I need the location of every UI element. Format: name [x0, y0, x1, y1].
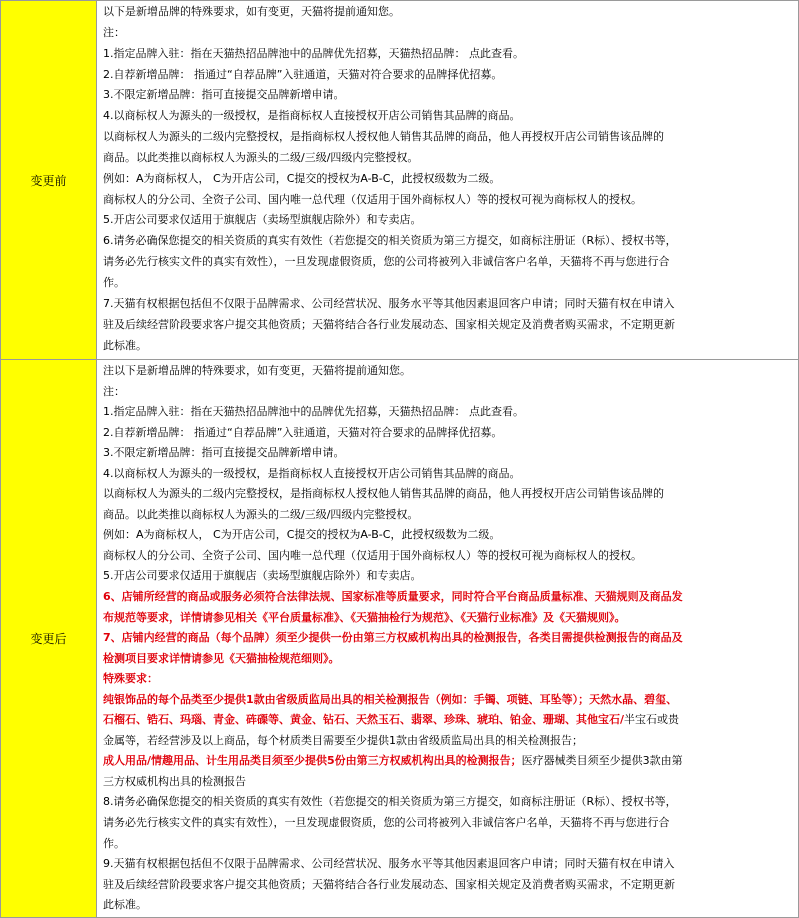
text-line: 布规范等要求，详情请参见相关《平台质量标准》、《天猫抽检行为规范》、《天猫行业标准》及《天猫规则》。	[103, 610, 626, 624]
text-line: 7.天猫有权根据包括但不仅限于品牌需求、公司经营状况、服务水平等其他因素退回客户申请；同时天猫有权在申请入	[103, 296, 675, 310]
after-change-row	[1, 360, 799, 918]
text-line: 3.不限定新增品牌：指可直接提交品牌新增申请。	[103, 446, 345, 460]
text-line: 商品。以此类推以商标权人为源头的二级/三级/四级内完整授权。	[103, 150, 419, 164]
text-line: 金属等，若经营涉及以上商品，每个材质类目需要至少提供1款由省级质监局出具的相关检测报告；	[103, 733, 583, 747]
text-line: 作。	[103, 836, 125, 850]
before-change-content	[97, 1, 799, 360]
text-line: 4.以商标权人为源头的一级授权，是指商标权人直接授权开店公司销售其品牌的商品。	[103, 109, 521, 123]
text-line: 商标权人的分公司、全资子公司、国内唯一总代理（仅适用于国外商标权人）等的授权可视为商标权人的授权。	[103, 192, 642, 206]
text-line: 特殊要求：	[103, 672, 158, 686]
text-line: 2.自荐新增品牌： 指通过“自荐品牌”入驻通道，天猫对符合要求的品牌择优招募。	[103, 425, 503, 439]
text-line: 请务必先行核实文件的真实有效性），一旦发现虚假资质，您的公司将被列入非诚信客户名单，天猫将不再与您进行合	[103, 816, 670, 830]
text-line: 6、店铺所经营的商品或服务必须符合法律法规、国家标准等质量要求，同时符合平台商品质量标准、天猫规则及商品发	[103, 590, 683, 604]
after-change-content	[97, 360, 799, 918]
text-line: 7、店铺内经营的商品（每个品牌）须至少提供一份由第三方权威机构出具的检测报告，各类目需提供检测报告的商品及	[103, 631, 683, 645]
text-line: 驻及后续经营阶段要求客户提交其他资质；天猫将结合各行业发展动态、国家相关规定及消费者购买需求，不定期更新	[103, 317, 675, 331]
text-line: 8.请务必确保您提交的相关资质的真实有效性（若您提交的相关资质为第三方提交，如商标注册证（R标）、授权书等，	[103, 795, 677, 809]
text-line: 注：	[103, 25, 125, 39]
text-line: 1.指定品牌入驻：指在天猫热招品牌池中的品牌优先招募，天猫热招品牌： 点此查看。	[103, 46, 524, 60]
text-line: 此标准。	[103, 898, 147, 912]
text-line: 4.以商标权人为源头的一级授权，是指商标权人直接授权开店公司销售其品牌的商品。	[103, 466, 521, 480]
text-line: 5.开店公司要求仅适用于旗舰店（卖场型旗舰店除外）和专卖店。	[103, 569, 422, 583]
text-line: 例如：A为商标权人， C为开店公司，C提交的授权为A-B-C，此授权级数为二级。	[103, 171, 501, 185]
text-line: 注：	[103, 384, 125, 398]
text-line: 检测项目要求详情请参见《天猫抽检规范细则》。	[103, 651, 340, 665]
text-line: 9.天猫有权根据包括但不仅限于品牌需求、公司经营状况、服务水平等其他因素退回客户申请；同时天猫有权在申请入	[103, 857, 675, 871]
text-line: 6.请务必确保您提交的相关资质的真实有效性（若您提交的相关资质为第三方提交，如商标注册证（R标）、授权书等，	[103, 234, 677, 248]
text-line: 注以下是新增品牌的特殊要求，如有变更，天猫将提前通知您。	[103, 364, 411, 377]
before-change-label: 变更前	[1, 1, 97, 360]
text-line: 1.指定品牌入驻：指在天猫热招品牌池中的品牌优先招募，天猫热招品牌： 点此查看。	[103, 405, 524, 419]
text-line: 以下是新增品牌的特殊要求，如有变更，天猫将提前通知您。	[103, 5, 400, 18]
before-change-row	[1, 1, 799, 360]
text-line: 纯银饰品的每个品类至少提供1款由省级质监局出具的相关检测报告（例如：手镯、项链、耳坠等）；天然水晶、碧玺、	[103, 692, 678, 706]
text-line: 请务必先行核实文件的真实有效性），一旦发现虚假资质，您的公司将被列入非诚信客户名单，天猫将不再与您进行合	[103, 255, 670, 269]
text-line: 驻及后续经营阶段要求客户提交其他资质；天猫将结合各行业发展动态、国家相关规定及消费者购买需求，不定期更新	[103, 877, 675, 891]
text-line: 商标权人的分公司、全资子公司、国内唯一总代理（仅适用于国外商标权人）等的授权可视为商标权人的授权。	[103, 548, 642, 562]
text-line: 例如：A为商标权人， C为开店公司，C提交的授权为A-B-C，此授权级数为二级。	[103, 528, 501, 542]
text-line: 石榴石、锆石、玛瑙、青金、砗磲等、黄金、钻石、天然玉石、翡翠、珍珠、琥珀、铂金、珊瑚、其他宝石/半宝石或贵	[103, 713, 680, 727]
text-line: 以商标权人为源头的二级内完整授权，是指商标权人授权他人销售其品牌的商品，他人再授权开店公司销售该品牌的	[103, 487, 664, 501]
text-line: 2.自荐新增品牌： 指通过“自荐品牌”入驻通道，天猫对符合要求的品牌择优招募。	[103, 67, 503, 81]
text-line: 作。	[103, 275, 125, 289]
text-line: 三方权威机构出具的检测报告	[103, 774, 246, 788]
text-line: 商品。以此类推以商标权人为源头的二级/三级/四级内完整授权。	[103, 507, 419, 521]
text-line: 此标准。	[103, 338, 147, 352]
after-change-label: 变更后	[1, 360, 97, 918]
text-line: 5.开店公司要求仅适用于旗舰店（卖场型旗舰店除外）和专卖店。	[103, 213, 422, 227]
text-line: 以商标权人为源头的二级内完整授权，是指商标权人授权他人销售其品牌的商品，他人再授权开店公司销售该品牌的	[103, 130, 664, 144]
text-line: 成人用品/情趣用品、计生用品类目须至少提供5份由第三方权威机构出具的检测报告；医疗器械类目须至少提供3款由第	[103, 754, 683, 768]
text-line: 3.不限定新增品牌：指可直接提交品牌新增申请。	[103, 88, 345, 102]
